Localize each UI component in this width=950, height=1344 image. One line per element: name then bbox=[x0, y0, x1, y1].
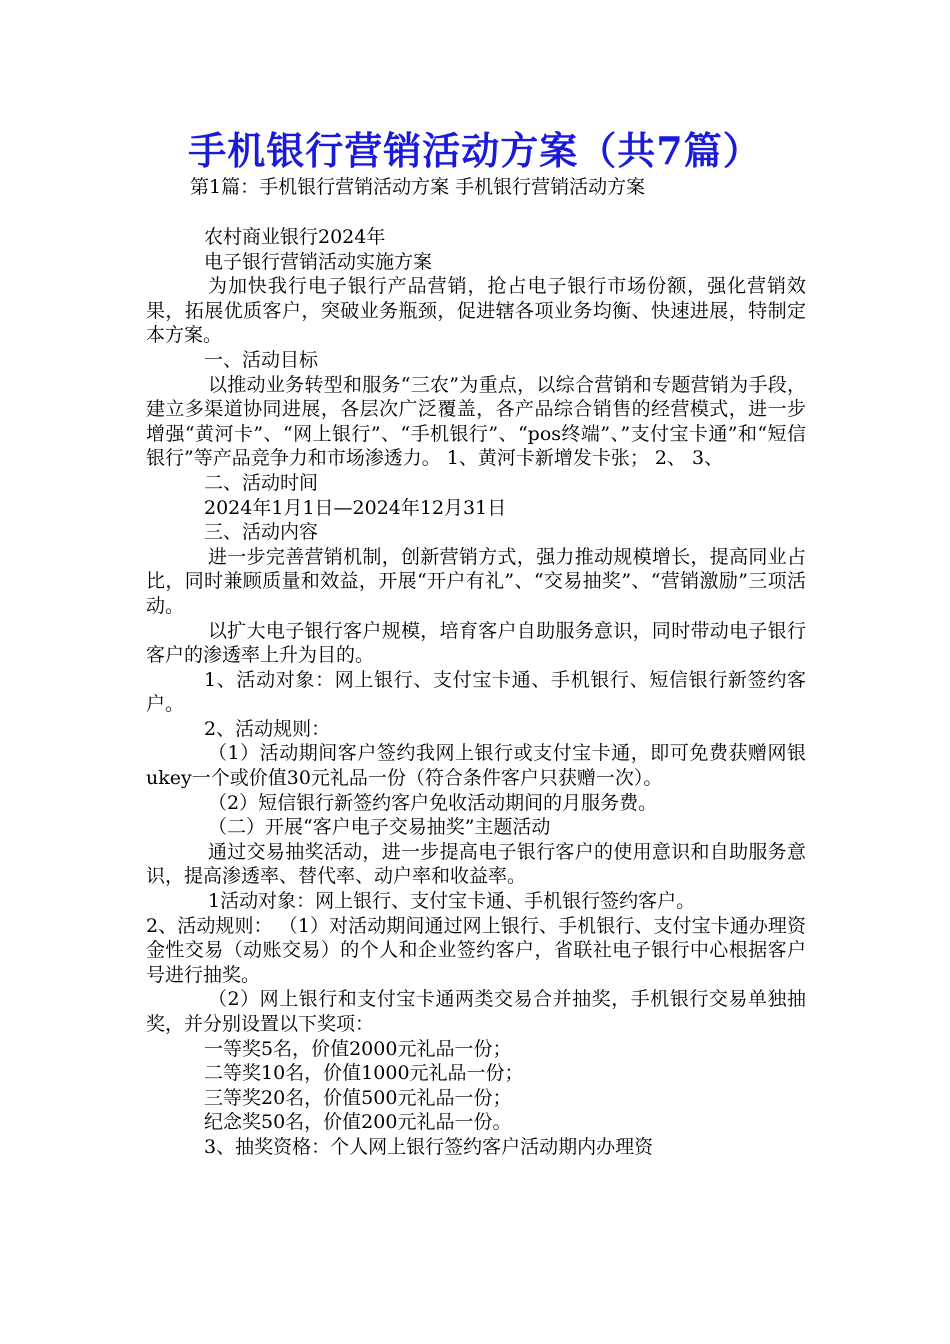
goals-paragraph: 以推动业务转型和服务“三农”为重点，以综合营销和专题营销为手段，建立多渠道协同进展，各层次广泛覆盖，各产品综合销售的经营模式，进一步增强“黄河卡”、“网上银行”、“手机银行”、“pos终端”、”支付宝卡通”和“短信银行”等产品竞争力和市场渗透力。 1、黄河卡新增发卡张； 2、 3、 bbox=[146, 373, 806, 470]
rule-1-paragraph: （1）活动期间客户签约我网上银行或支付宝卡通，即可免费获赠网银ukey一个或价值30元礼品一份（符合条件客户只获赠一次）。 bbox=[146, 742, 806, 790]
plan-name-line: 电子银行营销活动实施方案 bbox=[204, 250, 433, 273]
time-range-line: 2024年1月1日—2024年12月31日 bbox=[204, 496, 507, 519]
content-paragraph-2: 以扩大电子银行客户规模，培育客户自助服务意识，同时带动电子银行客户的渗透率上升为目的。 bbox=[146, 619, 806, 667]
content-paragraph-1: 进一步完善营销机制，创新营销方式，强力推动规模增长，提高同业占比，同时兼顾质量和效益，开展“开户有礼”、“交易抽奖”、“营销激励”三项活动。 bbox=[146, 545, 806, 617]
section-heading-goals: 一、活动目标 bbox=[204, 348, 319, 371]
lottery-rules-paragraph: 2、活动规则： （1）对活动期间通过网上银行、手机银行、支付宝卡通办理资金性交易（动账交易）的个人和企业签约客户，省联社电子银行中心根据客户号进行抽奖。 bbox=[146, 914, 806, 986]
prize-third: 三等奖20名，价值500元礼品一份； bbox=[204, 1086, 512, 1109]
section-heading-content: 三、活动内容 bbox=[204, 521, 319, 544]
lottery-heading: （二）开展“客户电子交易抽奖”主题活动 bbox=[208, 816, 551, 839]
document-title: 手机银行营销活动方案（共7篇） bbox=[188, 128, 762, 173]
bank-name-line: 农村商业银行2024年 bbox=[204, 226, 386, 248]
rule-2-paragraph: （2）短信银行新签约客户免收活动期间的月服务费。 bbox=[208, 791, 658, 814]
activity-rules-heading: 2、活动规则： bbox=[204, 717, 331, 740]
prize-second: 二等奖10名，价值1000元礼品一份； bbox=[204, 1062, 524, 1085]
intro-paragraph: 为加快我行电子银行产品营销，抢占电子银行市场份额，强化营销效果，拓展优质客户，突破业务瓶颈，促进辖各项业务均衡、快速进展，特制定本方案。 bbox=[146, 275, 806, 347]
document-subtitle: 第1篇：手机银行营销活动方案 手机银行营销活动方案 bbox=[190, 176, 646, 198]
prize-first: 一等奖5名，价值2000元礼品一份； bbox=[204, 1037, 512, 1060]
activity-target-line: 1、活动对象：网上银行、支付宝卡通、手机银行、短信银行新签约客户。 bbox=[146, 668, 806, 716]
section-heading-time: 二、活动时间 bbox=[204, 471, 319, 494]
document-body bbox=[146, 225, 806, 1160]
prize-memorial: 纪念奖50名，价值200元礼品一份。 bbox=[204, 1111, 512, 1134]
lottery-target-line: 1活动对象：网上银行、支付宝卡通、手机银行签约客户。 bbox=[208, 890, 696, 913]
lottery-paragraph: 通过交易抽奖活动，进一步提高电子银行客户的使用意识和自助服务意识，提高渗透率、替代率、动户率和收益率。 bbox=[146, 840, 806, 888]
lottery-eligibility-line: 3、抽奖资格：个人网上银行签约客户活动期内办理资 bbox=[204, 1135, 654, 1158]
lottery-rule-2-paragraph: （2）网上银行和支付宝卡通两类交易合并抽奖，手机银行交易单独抽奖，并分别设置以下奖项： bbox=[146, 988, 806, 1035]
